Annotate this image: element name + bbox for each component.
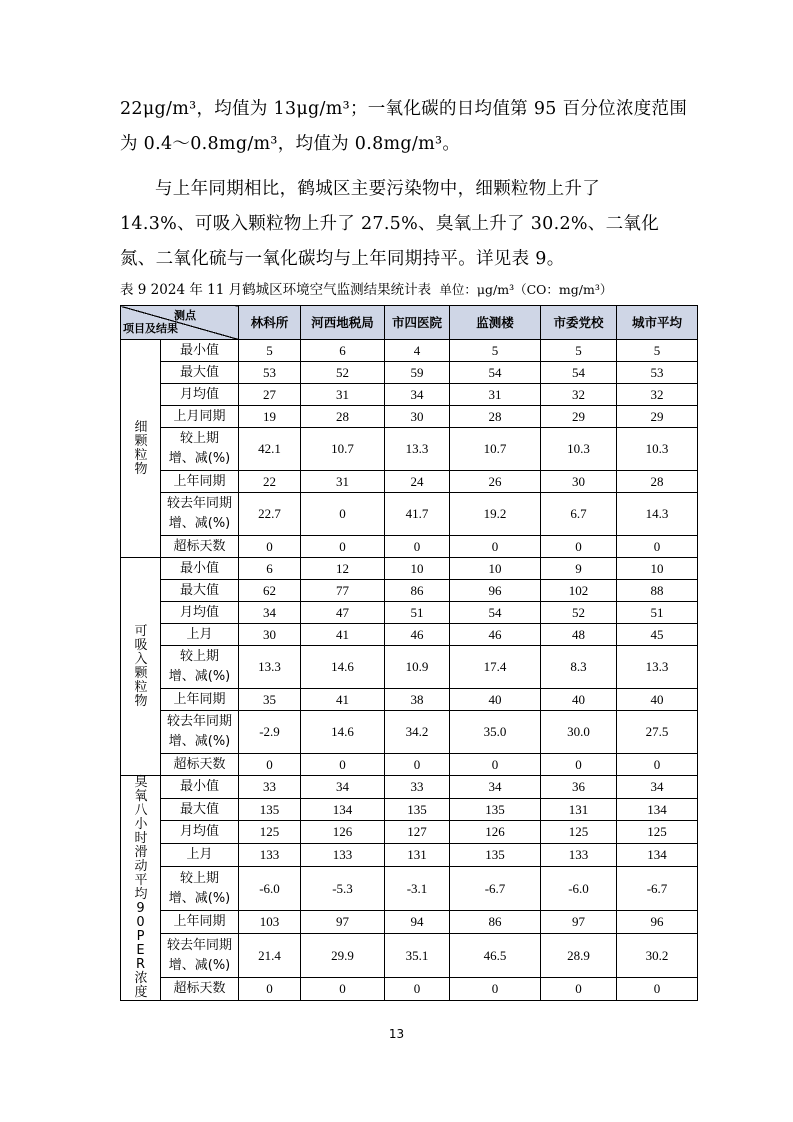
row-label: 较去年同期 bbox=[166, 937, 232, 953]
row-label: 超标天数 bbox=[173, 756, 226, 772]
table-cell: 35.1 bbox=[385, 933, 450, 977]
table-cell: 135 bbox=[385, 798, 450, 821]
table-cell: 46 bbox=[385, 624, 450, 646]
table-cell: 45 bbox=[617, 624, 698, 646]
table-cell: 135 bbox=[450, 844, 541, 867]
table-title: 表 9 2024 年 11 月鹤城区环境空气监测结果统计表 bbox=[120, 282, 432, 298]
table-cell: 41 bbox=[301, 624, 385, 646]
table-cell: 22.7 bbox=[239, 493, 301, 536]
table-cell: 103 bbox=[239, 911, 301, 934]
table-cell: 133 bbox=[541, 844, 617, 867]
table-cell: 125 bbox=[239, 821, 301, 844]
table-cell: 59 bbox=[385, 362, 450, 384]
table-cell: 86 bbox=[450, 911, 541, 934]
table-cell: 0 bbox=[385, 536, 450, 558]
table-cell: 30.0 bbox=[541, 711, 617, 754]
table-cell: 97 bbox=[301, 911, 385, 934]
table-cell: 125 bbox=[541, 821, 617, 844]
row-label-cell bbox=[161, 911, 239, 934]
row-label-cell bbox=[161, 844, 239, 867]
row-label: 最小值 bbox=[179, 560, 219, 576]
table-cell: 125 bbox=[617, 821, 698, 844]
table-cell: 29 bbox=[541, 406, 617, 428]
table-cell: 26 bbox=[450, 471, 541, 493]
table-cell: 0 bbox=[385, 754, 450, 776]
table-cell: 53 bbox=[617, 362, 698, 384]
table-cell: 31 bbox=[301, 384, 385, 406]
table-cell: 33 bbox=[239, 776, 301, 799]
table-row bbox=[121, 711, 698, 754]
table-cell: 126 bbox=[301, 821, 385, 844]
table-cell: 28 bbox=[301, 406, 385, 428]
page-number: 13 bbox=[388, 1027, 405, 1041]
row-label-cell bbox=[161, 933, 239, 977]
table-unit: 单位：μg/m³（CO：mg/m³） bbox=[439, 282, 613, 297]
table-cell: 126 bbox=[450, 821, 541, 844]
table-cell: 46 bbox=[450, 624, 541, 646]
table-cell: 29.9 bbox=[301, 933, 385, 977]
table-cell: 27 bbox=[239, 384, 301, 406]
table-corner-cell bbox=[121, 306, 239, 340]
table-row bbox=[121, 821, 698, 844]
table-cell: 34 bbox=[239, 602, 301, 624]
table-cell: 0 bbox=[301, 754, 385, 776]
row-label: 最大值 bbox=[179, 801, 219, 817]
row-label-cell bbox=[161, 798, 239, 821]
table-cell: 13.3 bbox=[385, 428, 450, 471]
table-cell: 30 bbox=[239, 624, 301, 646]
table-cell: 5 bbox=[450, 340, 541, 362]
table-cell: 6 bbox=[239, 558, 301, 580]
table-row bbox=[121, 866, 698, 910]
table-cell: 94 bbox=[385, 911, 450, 934]
table-cell: 33 bbox=[385, 776, 450, 799]
column-header: 市委党校 bbox=[541, 306, 617, 340]
row-label-cell bbox=[161, 689, 239, 711]
row-label-cell bbox=[161, 821, 239, 844]
table-cell: 40 bbox=[617, 689, 698, 711]
row-label: 最大值 bbox=[179, 582, 219, 598]
table-cell: 28.9 bbox=[541, 933, 617, 977]
table-cell: -6.7 bbox=[617, 866, 698, 910]
table-cell: 134 bbox=[617, 844, 698, 867]
table-cell: 6 bbox=[301, 340, 385, 362]
table-cell: 35 bbox=[239, 689, 301, 711]
row-label-suffix: 增、减(%) bbox=[168, 669, 231, 684]
row-label: 上月同期 bbox=[173, 408, 226, 424]
table-cell: 135 bbox=[450, 798, 541, 821]
row-label: 较上期 bbox=[179, 870, 219, 886]
table-cell: 0 bbox=[450, 754, 541, 776]
table-caption bbox=[120, 278, 680, 298]
row-label: 较上期 bbox=[179, 649, 219, 664]
table-cell: 10 bbox=[617, 558, 698, 580]
table-cell: 0 bbox=[301, 978, 385, 1001]
table-cell: 134 bbox=[617, 798, 698, 821]
table-cell: 4 bbox=[385, 340, 450, 362]
table-cell: 30 bbox=[541, 471, 617, 493]
table-cell: 0 bbox=[541, 754, 617, 776]
row-label-cell bbox=[161, 428, 239, 471]
table-cell: -3.1 bbox=[385, 866, 450, 910]
table-cell: 97 bbox=[541, 911, 617, 934]
row-label-cell bbox=[161, 340, 239, 362]
row-label: 上月 bbox=[186, 626, 213, 642]
air-quality-table bbox=[120, 305, 698, 1001]
row-label-cell bbox=[161, 978, 239, 1001]
column-header: 市四医院 bbox=[385, 306, 450, 340]
paragraph-line: 与上年同期相比，鹤城区主要污染物中，细颗粒物上升了 bbox=[155, 179, 600, 199]
table-cell: 0 bbox=[617, 754, 698, 776]
table-cell: 31 bbox=[301, 471, 385, 493]
table-cell: 0 bbox=[541, 978, 617, 1001]
paragraph-pollutant-summary bbox=[120, 92, 688, 162]
table-cell: 32 bbox=[617, 384, 698, 406]
pollutant-group-label bbox=[121, 340, 161, 558]
table-cell: 135 bbox=[239, 798, 301, 821]
pollutant-group-label bbox=[121, 558, 161, 776]
table-cell: -6.7 bbox=[450, 866, 541, 910]
table-cell: 134 bbox=[301, 798, 385, 821]
table-cell: 8.3 bbox=[541, 646, 617, 689]
table-row bbox=[121, 340, 698, 362]
table-cell: 12 bbox=[301, 558, 385, 580]
row-label: 超标天数 bbox=[173, 538, 226, 554]
row-label-cell bbox=[161, 866, 239, 910]
row-label: 较去年同期 bbox=[166, 496, 232, 511]
table-cell: 10.3 bbox=[541, 428, 617, 471]
paragraph-line: 为 0.4～0.8mg/m³，均值为 0.8mg/m³。 bbox=[120, 134, 461, 154]
row-label-cell bbox=[161, 711, 239, 754]
table-row bbox=[121, 406, 698, 428]
table-cell: 0 bbox=[450, 978, 541, 1001]
table-body bbox=[121, 340, 698, 1001]
table-cell: 24 bbox=[385, 471, 450, 493]
table-row bbox=[121, 624, 698, 646]
table-row bbox=[121, 536, 698, 558]
table-cell: 88 bbox=[617, 580, 698, 602]
table-cell: 0 bbox=[617, 536, 698, 558]
row-label: 较去年同期 bbox=[166, 714, 232, 729]
table-cell: 0 bbox=[239, 978, 301, 1001]
row-label: 最小值 bbox=[179, 778, 219, 794]
table-cell: 0 bbox=[239, 754, 301, 776]
table-cell: 96 bbox=[450, 580, 541, 602]
row-label: 超标天数 bbox=[173, 981, 226, 997]
table-cell: 27.5 bbox=[617, 711, 698, 754]
table-cell: 40 bbox=[541, 689, 617, 711]
table-cell: 30.2 bbox=[617, 933, 698, 977]
table-cell: 0 bbox=[239, 536, 301, 558]
table-cell: 9 bbox=[541, 558, 617, 580]
row-label: 上年同期 bbox=[173, 691, 226, 707]
table-cell: 10.7 bbox=[450, 428, 541, 471]
row-label: 最小值 bbox=[179, 342, 219, 358]
table-cell: 14.6 bbox=[301, 646, 385, 689]
table-cell: 19 bbox=[239, 406, 301, 428]
table-cell: 0 bbox=[301, 493, 385, 536]
table-cell: 34 bbox=[617, 776, 698, 799]
table-row bbox=[121, 844, 698, 867]
row-label-cell bbox=[161, 471, 239, 493]
table-cell: 41 bbox=[301, 689, 385, 711]
table-cell: 42.1 bbox=[239, 428, 301, 471]
table-row bbox=[121, 798, 698, 821]
table-cell: 34 bbox=[301, 776, 385, 799]
table-cell: 86 bbox=[385, 580, 450, 602]
table-cell: 41.7 bbox=[385, 493, 450, 536]
table-cell: 34 bbox=[450, 776, 541, 799]
row-label: 较上期 bbox=[179, 431, 219, 446]
table-cell: 52 bbox=[541, 602, 617, 624]
table-cell: 28 bbox=[617, 471, 698, 493]
table-cell: -6.0 bbox=[541, 866, 617, 910]
table-cell: 10 bbox=[385, 558, 450, 580]
table-cell: 48 bbox=[541, 624, 617, 646]
table-cell: 10.9 bbox=[385, 646, 450, 689]
pollutant-name: 细颗粒物 bbox=[134, 419, 148, 477]
paragraph-line: 14.3%、可吸入颗粒物上升了 27.5%、臭氧上升了 30.2%、二氧化 bbox=[120, 214, 660, 234]
table-cell: 0 bbox=[301, 536, 385, 558]
table-cell: 10.7 bbox=[301, 428, 385, 471]
row-label: 上年同期 bbox=[173, 473, 226, 489]
table-cell: 131 bbox=[541, 798, 617, 821]
row-label-cell bbox=[161, 646, 239, 689]
table-cell: 29 bbox=[617, 406, 698, 428]
table-cell: 13.3 bbox=[617, 646, 698, 689]
table-cell: 6.7 bbox=[541, 493, 617, 536]
table-cell: 96 bbox=[617, 911, 698, 934]
table-cell: 53 bbox=[239, 362, 301, 384]
table-cell: 47 bbox=[301, 602, 385, 624]
table-cell: 5 bbox=[239, 340, 301, 362]
pollutant-group-label bbox=[121, 776, 161, 1001]
row-label-cell bbox=[161, 362, 239, 384]
pollutant-name: 臭氧八小时滑动平均90PER浓度 bbox=[134, 775, 148, 1000]
table-cell: 10.3 bbox=[617, 428, 698, 471]
table-cell: 36 bbox=[541, 776, 617, 799]
table-cell: -6.0 bbox=[239, 866, 301, 910]
table-cell: 13.3 bbox=[239, 646, 301, 689]
row-label-suffix: 增、减(%) bbox=[168, 451, 231, 466]
table-row bbox=[121, 580, 698, 602]
table-cell: 34.2 bbox=[385, 711, 450, 754]
table-cell: 19.2 bbox=[450, 493, 541, 536]
table-cell: 54 bbox=[450, 602, 541, 624]
table-cell: 46.5 bbox=[450, 933, 541, 977]
table-cell: 62 bbox=[239, 580, 301, 602]
table-row bbox=[121, 978, 698, 1001]
table-row bbox=[121, 911, 698, 934]
corner-label-item: 项目及结果 bbox=[123, 322, 178, 335]
table-row bbox=[121, 384, 698, 406]
column-header: 林科所 bbox=[239, 306, 301, 340]
table-cell: 21.4 bbox=[239, 933, 301, 977]
column-header: 河西地税局 bbox=[301, 306, 385, 340]
table-row bbox=[121, 602, 698, 624]
table-cell: 14.6 bbox=[301, 711, 385, 754]
table-cell: 133 bbox=[301, 844, 385, 867]
table-cell: 38 bbox=[385, 689, 450, 711]
table-cell: 0 bbox=[385, 978, 450, 1001]
column-header: 监测楼 bbox=[450, 306, 541, 340]
table-row bbox=[121, 493, 698, 536]
table-cell: 52 bbox=[301, 362, 385, 384]
paragraph-line: 氮、二氧化硫与一氧化碳均与上年同期持平。详见表 9。 bbox=[120, 249, 565, 269]
table-cell: 127 bbox=[385, 821, 450, 844]
table-cell: 30 bbox=[385, 406, 450, 428]
row-label-cell bbox=[161, 776, 239, 799]
table-cell: 0 bbox=[617, 978, 698, 1001]
row-label: 月均值 bbox=[179, 604, 219, 620]
table-row bbox=[121, 471, 698, 493]
row-label-cell bbox=[161, 384, 239, 406]
table-row bbox=[121, 689, 698, 711]
table-cell: 133 bbox=[239, 844, 301, 867]
row-label-cell bbox=[161, 406, 239, 428]
row-label: 上年同期 bbox=[173, 914, 226, 930]
table-cell: 31 bbox=[450, 384, 541, 406]
row-label-cell bbox=[161, 624, 239, 646]
table-cell: 22 bbox=[239, 471, 301, 493]
table-cell: 34 bbox=[385, 384, 450, 406]
table-cell: 77 bbox=[301, 580, 385, 602]
table-cell: 10 bbox=[450, 558, 541, 580]
table-cell: 28 bbox=[450, 406, 541, 428]
table-cell: 0 bbox=[541, 536, 617, 558]
table-row bbox=[121, 428, 698, 471]
table-cell: 5 bbox=[617, 340, 698, 362]
table-row bbox=[121, 362, 698, 384]
paragraph-line: 22μg/m³，均值为 13μg/m³；一氧化碳的日均值第 95 百分位浓度范围 bbox=[120, 99, 688, 119]
table-cell: 54 bbox=[541, 362, 617, 384]
row-label: 上月 bbox=[186, 846, 213, 862]
table-cell: -5.3 bbox=[301, 866, 385, 910]
row-label-cell bbox=[161, 536, 239, 558]
corner-label-station: 测点 bbox=[174, 309, 196, 322]
row-label-cell bbox=[161, 558, 239, 580]
table-cell: 35.0 bbox=[450, 711, 541, 754]
table-cell: 102 bbox=[541, 580, 617, 602]
table-row bbox=[121, 646, 698, 689]
table-cell: 131 bbox=[385, 844, 450, 867]
row-label-suffix: 增、减(%) bbox=[168, 734, 231, 749]
table-cell: -2.9 bbox=[239, 711, 301, 754]
row-label-suffix: 增、减(%) bbox=[168, 890, 231, 906]
row-label-cell bbox=[161, 602, 239, 624]
table-cell: 54 bbox=[450, 362, 541, 384]
row-label: 最大值 bbox=[179, 364, 219, 380]
paragraph-year-comparison bbox=[120, 172, 676, 277]
row-label: 月均值 bbox=[179, 824, 219, 840]
table-cell: 14.3 bbox=[617, 493, 698, 536]
table-row bbox=[121, 776, 698, 799]
table-row bbox=[121, 754, 698, 776]
column-header: 城市平均 bbox=[617, 306, 698, 340]
table-row bbox=[121, 933, 698, 977]
table-header-row bbox=[121, 306, 698, 340]
row-label-suffix: 增、减(%) bbox=[168, 516, 231, 531]
row-label-cell bbox=[161, 754, 239, 776]
row-label-cell bbox=[161, 580, 239, 602]
table-cell: 17.4 bbox=[450, 646, 541, 689]
table-row bbox=[121, 558, 698, 580]
table-cell: 0 bbox=[450, 536, 541, 558]
row-label: 月均值 bbox=[179, 386, 219, 402]
table-cell: 51 bbox=[385, 602, 450, 624]
row-label-cell bbox=[161, 493, 239, 536]
row-label-suffix: 增、减(%) bbox=[168, 957, 231, 973]
table-cell: 32 bbox=[541, 384, 617, 406]
table-cell: 5 bbox=[541, 340, 617, 362]
pollutant-name: 可吸入颗粒物 bbox=[134, 623, 148, 709]
table-cell: 51 bbox=[617, 602, 698, 624]
table-cell: 40 bbox=[450, 689, 541, 711]
